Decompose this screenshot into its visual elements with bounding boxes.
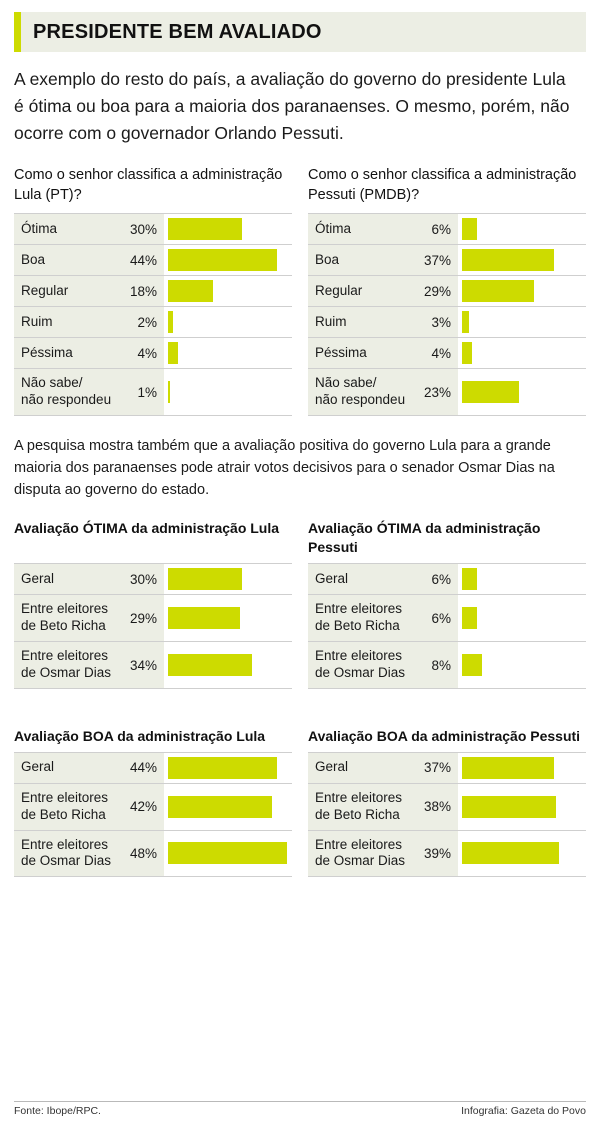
bar-track [164,595,292,641]
row-label: Ruim [14,307,122,337]
mid-paragraph: A pesquisa mostra também que a avaliação positiva do governo Lula para a grande maioria dos paranaenses pode atrair votos decisivos para o senador Osmar Dias na disputa ao governo do estado. [14,438,555,498]
bar-table [308,752,586,878]
row-label: Geral [14,564,122,594]
row-label: Ruim [308,307,416,337]
header-band [14,12,586,52]
table-row [14,595,292,642]
chart-title: Como o senhor classifica a administração Pessuti (PMDB)? [308,167,577,204]
table-row [308,564,586,595]
bar-track [458,753,586,783]
credit-note: Infografia: Gazeta do Povo [461,1105,586,1117]
row-label: Não sabe/ não respondeu [14,369,122,415]
chart-boa-lula [14,727,292,877]
bar-fill [462,311,469,333]
table-row [14,338,292,369]
bar-track [164,831,292,877]
row-value: 3% [416,307,458,337]
bar-track [458,642,586,688]
row-value: 4% [122,338,164,368]
row-label: Entre eleitores de Beto Richa [308,595,416,641]
table-row [308,784,586,831]
row-value: 30% [122,214,164,244]
bar-fill [168,757,277,779]
row-value: 8% [416,642,458,688]
bar-fill [462,568,477,590]
table-row [308,831,586,878]
row-label: Não sabe/ não respondeu [308,369,416,415]
row-value: 23% [416,369,458,415]
table-row [14,214,292,245]
table-row [308,595,586,642]
table-row [308,753,586,784]
row-value: 29% [416,276,458,306]
row-value: 30% [122,564,164,594]
table-row [308,338,586,369]
bar-track [164,784,292,830]
bar-fill [462,381,519,403]
bar-fill [168,654,252,676]
row-label: Entre eleitores de Beto Richa [14,595,122,641]
row-value: 37% [416,245,458,275]
row-value: 6% [416,595,458,641]
table-row [308,369,586,416]
bar-fill [168,218,242,240]
bar-table [308,563,586,689]
row-value: 4% [416,338,458,368]
row-label: Entre eleitores de Osmar Dias [308,642,416,688]
row-label: Ótima [308,214,416,244]
source-note: Fonte: Ibope/RPC. [14,1105,101,1117]
row-value: 42% [122,784,164,830]
page-title: PRESIDENTE BEM AVALIADO [33,20,322,43]
row-value: 6% [416,564,458,594]
footer [14,1101,586,1117]
bar-fill [462,249,554,271]
bar-track [164,564,292,594]
row-value: 1% [122,369,164,415]
row-label: Entre eleitores de Osmar Dias [308,831,416,877]
bar-track [458,245,586,275]
row-label: Boa [308,245,416,275]
bar-fill [168,311,173,333]
chart-otima-lula [14,519,292,689]
row-label: Péssima [308,338,416,368]
header-accent-bar [14,12,21,52]
chart-title: Como o senhor classifica a administração Lula (PT)? [14,167,283,204]
row-value: 44% [122,245,164,275]
row-label: Geral [308,564,416,594]
bar-track [458,338,586,368]
bar-fill [462,842,559,864]
row-value: 2% [122,307,164,337]
table-row [14,276,292,307]
row-value: 38% [416,784,458,830]
table-row [308,276,586,307]
question-charts-row [14,165,586,416]
row-label: Entre eleitores de Beto Richa [14,784,122,830]
table-row [14,369,292,416]
bar-fill [168,280,213,302]
row-label: Regular [308,276,416,306]
bar-track [458,595,586,641]
table-row [14,831,292,878]
bar-fill [462,280,534,302]
table-row [14,564,292,595]
table-row [14,784,292,831]
chart-title: Avaliação ÓTIMA da administração Pessuti [308,520,541,556]
bar-fill [168,796,272,818]
bar-fill [168,607,240,629]
table-row [14,753,292,784]
bar-fill [462,654,482,676]
row-value: 6% [416,214,458,244]
otima-charts-row [14,519,586,689]
row-label: Entre eleitores de Osmar Dias [14,831,122,877]
table-row [14,642,292,689]
table-row [14,307,292,338]
table-row [14,245,292,276]
boa-charts-row [14,727,586,877]
bar-track [458,276,586,306]
chart-title: Avaliação BOA da administração Lula [14,727,266,744]
bar-table [14,213,292,416]
bar-table [308,213,586,416]
bar-fill [168,342,178,364]
row-value: 44% [122,753,164,783]
row-label: Entre eleitores de Beto Richa [308,784,416,830]
bar-fill [462,607,477,629]
bar-track [164,753,292,783]
bar-track [458,831,586,877]
table-row [308,642,586,689]
bar-track [458,369,586,415]
row-label: Péssima [14,338,122,368]
bar-track [164,245,292,275]
bar-track [458,307,586,337]
row-value: 37% [416,753,458,783]
infographic-page [0,12,600,1123]
chart-title: Avaliação BOA da administração Pessuti [308,727,581,744]
row-value: 34% [122,642,164,688]
bar-track [164,307,292,337]
bar-track [458,564,586,594]
bar-fill [462,796,556,818]
bar-track [164,276,292,306]
bar-fill [462,757,554,779]
bar-track [458,784,586,830]
chart-title: Avaliação ÓTIMA da administração Lula [14,520,280,537]
bar-track [458,214,586,244]
bar-table [14,563,292,689]
table-row [308,245,586,276]
row-label: Geral [308,753,416,783]
row-value: 18% [122,276,164,306]
bar-fill [168,381,170,403]
table-row [308,214,586,245]
intro-paragraph: A exemplo do resto do país, a avaliação do governo do presidente Lula é ótima ou boa para a maioria dos paranaenses. O mesmo, porém, não ocorre com o governador Orlando Pessuti. [14,69,570,144]
bar-track [164,338,292,368]
bar-fill [168,568,242,590]
chart-boa-pessuti [308,727,586,877]
row-label: Geral [14,753,122,783]
row-value: 39% [416,831,458,877]
chart-lula-classification [14,165,292,416]
chart-pessuti-classification [308,165,586,416]
bar-track [164,642,292,688]
table-row [308,307,586,338]
bar-track [164,214,292,244]
bar-fill [168,842,287,864]
bar-track [164,369,292,415]
row-label: Ótima [14,214,122,244]
chart-otima-pessuti [308,519,586,689]
row-label: Boa [14,245,122,275]
bar-table [14,752,292,878]
bar-fill [462,342,472,364]
row-label: Regular [14,276,122,306]
row-value: 29% [122,595,164,641]
row-label: Entre eleitores de Osmar Dias [14,642,122,688]
row-value: 48% [122,831,164,877]
bar-fill [168,249,277,271]
bar-fill [462,218,477,240]
